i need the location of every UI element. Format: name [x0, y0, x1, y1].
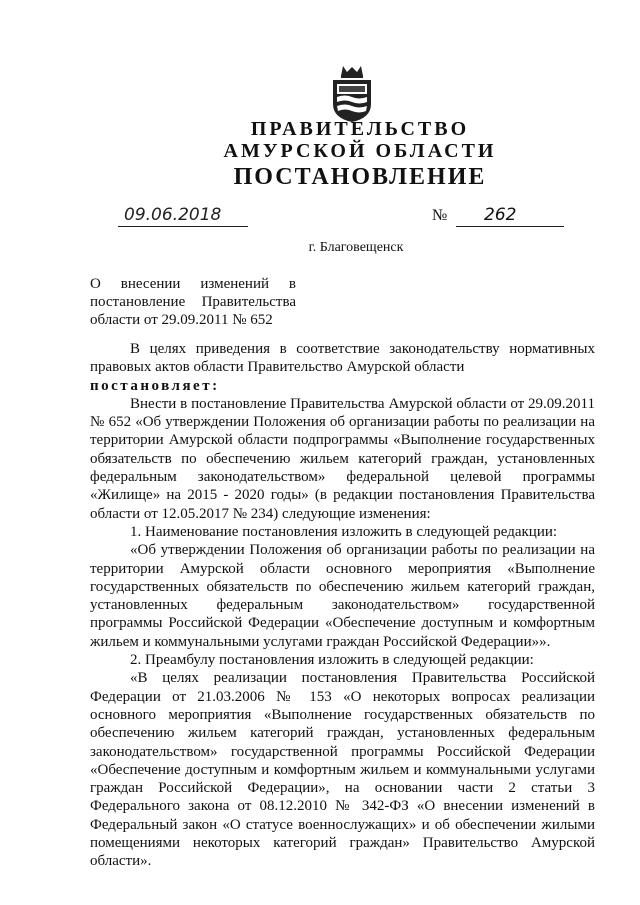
government-title: ПРАВИТЕЛЬСТВО [250, 118, 470, 140]
city [0, 240, 640, 256]
number-value: 262 [484, 205, 517, 225]
region-title: АМУРСКОЙ ОБЛАСТИ [223, 140, 497, 162]
body-paragraph-3: «Об утверждении Положения об организации работы по реализации на территории Амурской области основного мероприятия «Выполнение государственных обязательств по обеспечению жильем категорий граждан, установленных федеральным законодательством» государственной программы Российской Федерации «Обеспечение доступным и комфортным жильем и коммунальными услугами граждан Российской Федерации»». [90, 542, 595, 650]
date-underline [118, 226, 248, 227]
document-subject: О внесении изменений в постановление Правительства области от 29.09.2011 № 652 [90, 276, 296, 328]
date-value: 09.06.2018 [124, 205, 222, 225]
document-body [90, 340, 595, 871]
number-sign: № [432, 207, 448, 224]
body-intro: В целях приведения в соответствие законодательству нормативных правовых актов области Правительство Амурской области [90, 341, 595, 376]
resolve-word: постановляет: [90, 377, 220, 394]
body-paragraph-4: 2. Преамбулу постановления изложить в следующей редакции: [130, 652, 534, 669]
number-underline [456, 226, 564, 227]
body-paragraph-5: «В целях реализации постановления Правительства Российской Федерации от 21.03.2006 № 153 «О некоторых вопросах реализации основного мероприятия «Выполнение государственных обязательств по обеспечению жильем категорий граждан, установленных федеральным законодательством» государственной программы Российской Федерации «Обеспечение доступным и комфортным жильем и коммунальными услугами граждан Российской Федерации», на основании части 2 статьи 3 Федерального закона от 08.12.2010 № 342-ФЗ «О внесении изменений в Федеральный закон «О статусе военнослужащих» и об обеспечении жилыми помещениями некоторых категорий граждан» Правительство Амурской области». [90, 670, 595, 870]
body-paragraph-2: 1. Наименование постановления изложить в следующей редакции: [130, 523, 558, 540]
document-type: ПОСТАНОВЛЕНИЕ [233, 164, 487, 190]
document-number [432, 205, 564, 229]
document-date [118, 205, 248, 229]
city-name: г. Благовещенск [308, 240, 404, 255]
coat-of-arms-icon [329, 64, 375, 124]
resolve-line [90, 377, 595, 395]
body-paragraph-1: Внести в постановление Правительства Амурской области от 29.09.2011 № 652 «Об утверждении Положения об организации работы по реализации на территории Амурской области подпрограммы «Выполнение государственных обязательств по обеспечению жильем категорий граждан, установленных федеральным законодательством» федеральной целевой программы «Жилище» на 2015 - 2020 годы» (в редакции постановления Правительства области от 12.05.2017 № 234) следующие изменения: [90, 395, 595, 522]
